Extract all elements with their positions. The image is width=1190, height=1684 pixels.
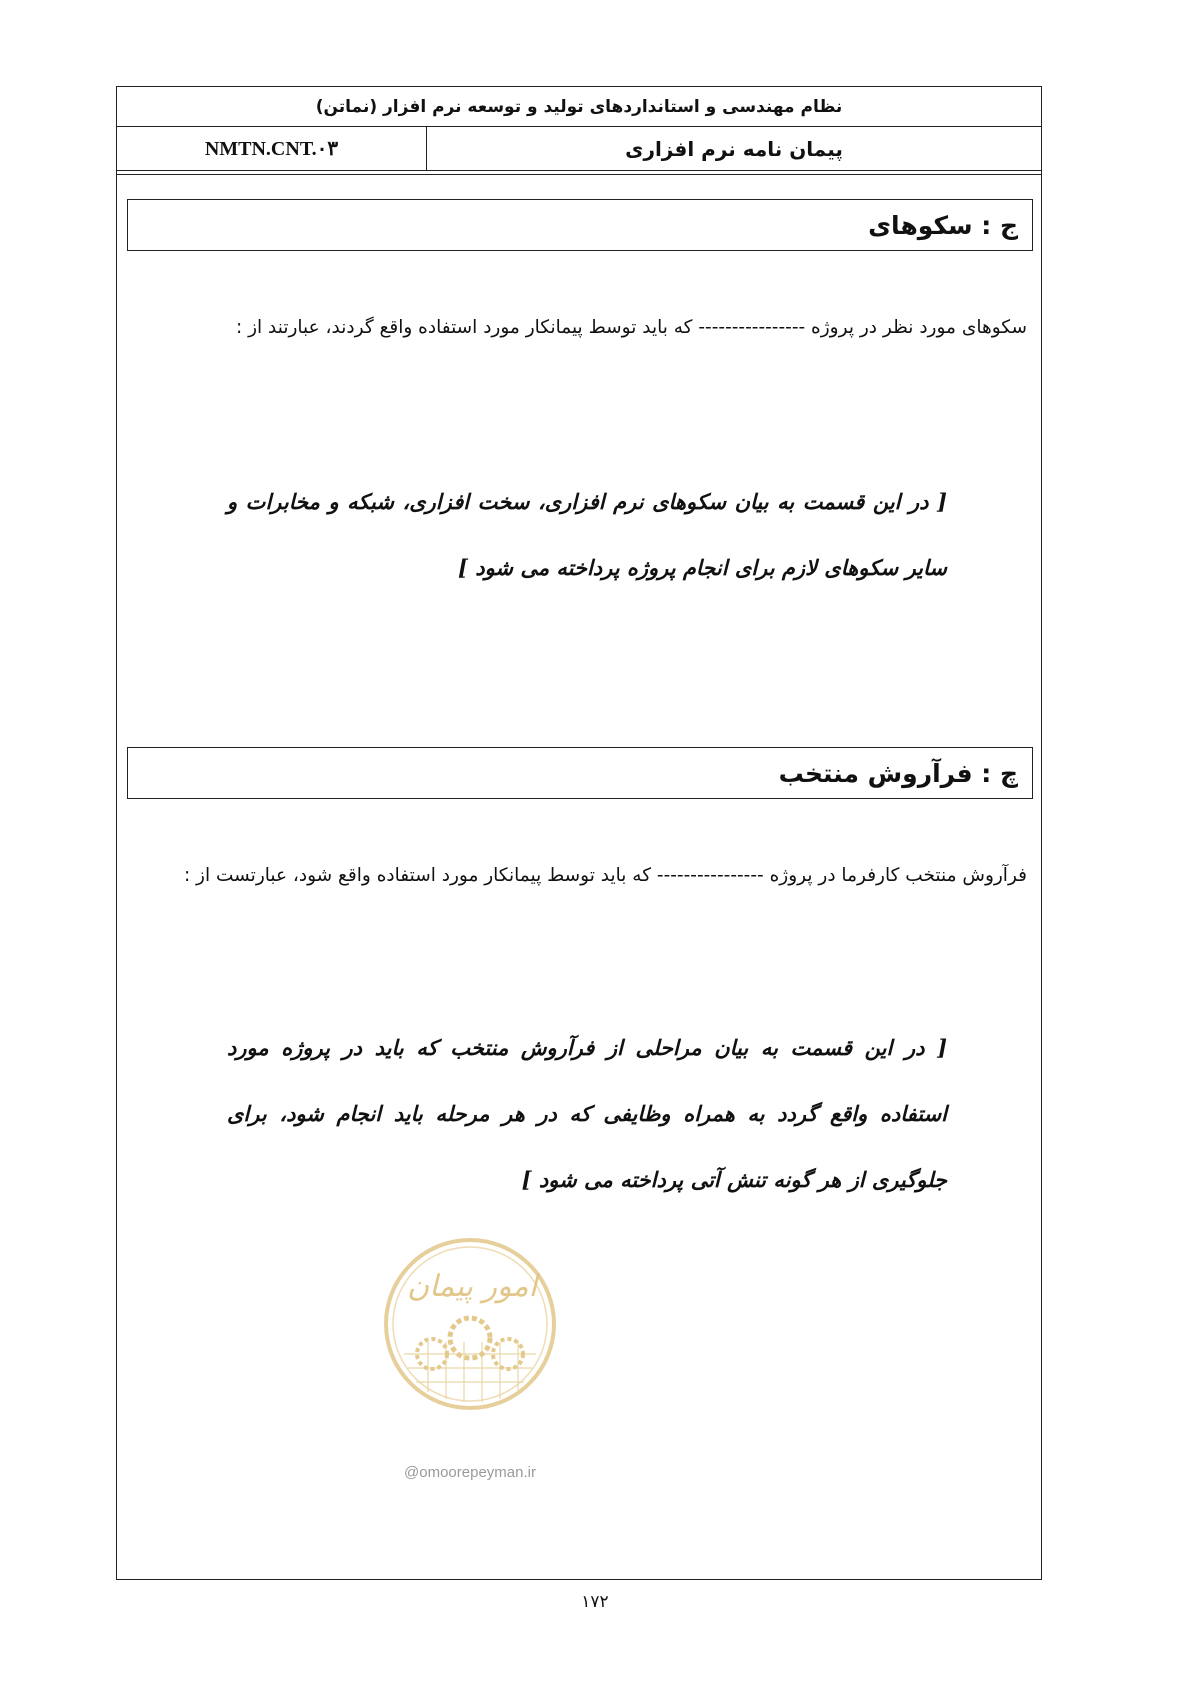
watermark-logo [380, 1234, 560, 1414]
header-divider [117, 174, 1041, 175]
section-note-process: [ در این قسمت به بیان مراحلی از فرآروش منتخب که باید در پروژه مورد استفاده واقع گردد به همراه وظایفی که در هر مرحله باید انجام شود، برای جلوگیری از هر گونه تنش آتی پرداخته می شود ] [227, 1035, 947, 1192]
doc-code: NMTN.CNT.۰۳ [117, 127, 427, 170]
section-heading-platforms: ج : سکوهای [127, 199, 1033, 251]
page-frame [116, 86, 1042, 1580]
section-note-platforms: [ در این قسمت به بیان سکوهای نرم افزاری، سخت افزاری، شبکه و مخابرات و سایر سکوهای لازم برای انجام پروژه پرداخته می شود ] [227, 489, 947, 580]
header-row [117, 127, 1041, 171]
section-heading-process: چ : فرآروش منتخب [127, 747, 1033, 799]
section-paragraph-process: فرآروش منتخب کارفرما در پروژه ---------------- که باید توسط پیمانکار مورد استفاده واقع شود، عبارتست از : [183, 865, 1027, 886]
watermark-logo-text: امور پیمان [407, 1269, 537, 1304]
section-paragraph-platforms: سکوهای مورد نظر در پروژه ---------------- که باید توسط پیمانکار مورد استفاده واقع گردند، عبارتند از : [235, 317, 1027, 338]
page-number: ۱۷۲ [581, 1592, 609, 1612]
org-title: نظام مهندسی و استانداردهای تولید و توسعه نرم افزار (نماتن) [117, 87, 1041, 127]
watermark-url: @omoorepeyman.ir [404, 1464, 536, 1481]
doc-title: پیمان نامه نرم افزاری [625, 136, 843, 161]
